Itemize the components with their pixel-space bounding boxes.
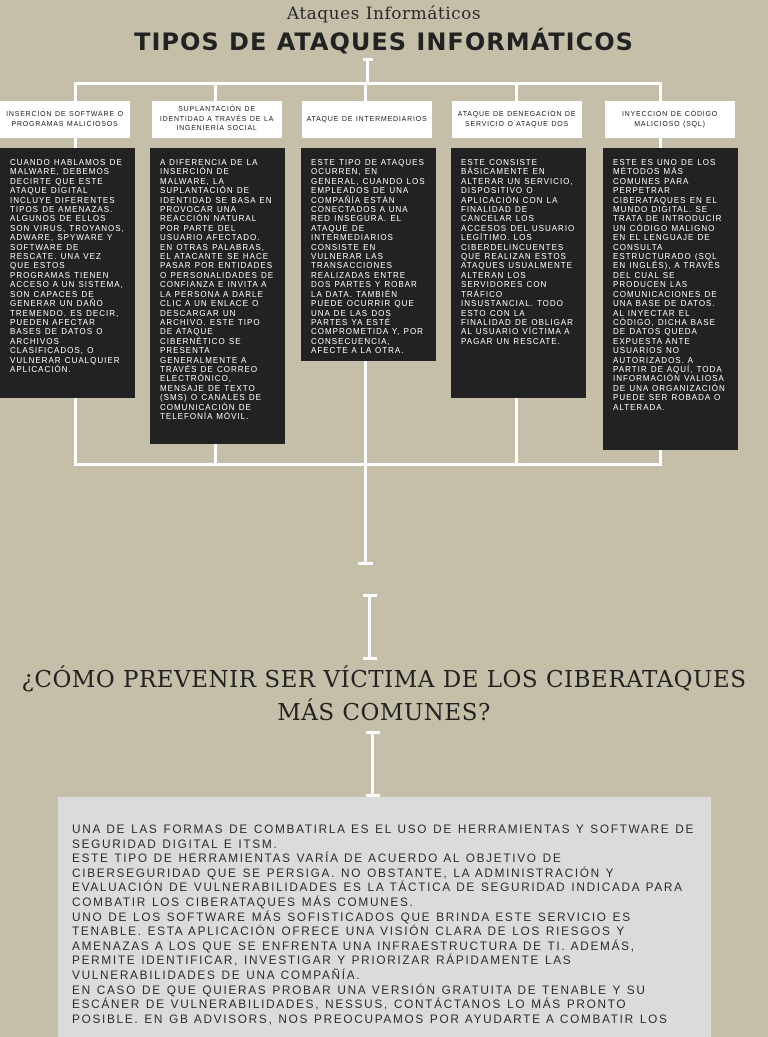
prevention-panel — [58, 797, 711, 1037]
attack-title-mitm: ATAQUE DE INTERMEDIARIOS — [302, 101, 432, 138]
prevention-title: ¿CÓMO PREVENIR SER VÍCTIMA DE LOS CIBERATAQUES MÁS COMUNES? — [21, 667, 747, 726]
prevention-paragraph: EN CASO DE QUE QUIERAS PROBAR UNA VERSIÓN GRATUITA DE TENABLE Y SU ESCÁNER DE VULNERABILIDADES, NESSUS, CONTÁCTANOS LO MÁS PRONTO POSIBLE. EN GB ADVISORS, NOS PREOCUPAMOS POR AYUDARTE A COMBATIR LOS — [72, 982, 669, 1026]
prevention-paragraph: UNA DE LAS FORMAS DE COMBATIRLA ES EL USO DE HERRAMIENTAS Y SOFTWARE DE SEGURIDAD DIGITAL E ITSM. — [72, 822, 696, 851]
attack-title-sql-injection: INYECCIÓN DE CÓDIGO MALICIOSO (SQL) — [605, 101, 735, 138]
attack-title-dos: ATAQUE DE DENEGACIÓN DE SERVICIO O ATAQUE DOS — [452, 101, 582, 138]
attack-description-phishing: A DIFERENCIA DE LA INSERCIÓN DE MALWARE, LA SUPLANTACIÓN DE IDENTIDAD SE BASA EN PROVOCAR UNA REACCIÓN NATURAL POR PARTE DEL USUARIO AFECTADO. EN OTRAS PALABRAS, EL ATACANTE SE HACE PASAR POR ENTIDADES O PERSONALIDADES DE CONFIANZA E INVITA A LA PERSONA A DARLE CLIC A UN ENLACE O DESCARGAR UN ARCHIVO. ESTE TIPO DE ATAQUE CIBERNÉTICO SE PRESENTA GENERALMENTE A TRAVÉS DE CORREO ELECTRÓNICO, MENSAJE DE TEXTO (SMS) O CANALES DE COMUNICACIÓN DE TELEFONÍA MÓVIL. — [150, 148, 285, 444]
attack-title-malware: INSERCIÓN DE SOFTWARE O PROGRAMAS MALICIOSOS — [0, 101, 130, 138]
attack-description-malware: CUANDO HABLAMOS DE MALWARE, DEBEMOS DECIRTE QUE ESTE ATAQUE DIGITAL INCLUYE DIFERENTES TIPOS DE AMENAZAS. ALGUNOS DE ELLOS SON VIRUS, TROYANOS, ADWARE, SPYWARE Y SOFTWARE DE RESCATE. UNA VEZ QUE ESTOS PROGRAMAS TIENEN ACCESO A UN SISTEMA, SON CAPACES DE GENERAR UN DAÑO TREMENDO. ES DECIR, PUEDEN AFECTAR BASES DE DATOS O ARCHIVOS CLASIFICADOS, O VULNERAR CUALQUIER APLICACIÓN. — [0, 148, 135, 398]
page-supertitle: Ataques Informáticos — [286, 4, 482, 24]
prevention-paragraph: UNO DE LOS SOFTWARE MÁS SOFISTICADOS QUE BRINDA ESTE SERVICIO ES TENABLE. ESTA APLICACIÓN OFRECE UNA VISIÓN CLARA DE LOS RIESGOS Y AMENAZAS A LOS QUE SE ENFRENTA UNA INFRAESTRUCTURA DE TI. ADEMÁS, PERMITE IDENTIFICAR, INVESTIGAR Y PRIORIZAR RÁPIDAMENTE LAS VULNERABILIDADES DE UNA COMPAÑÍA. — [72, 909, 636, 982]
attack-description-mitm: ESTE TIPO DE ATAQUES OCURREN, EN GENERAL, CUANDO LOS EMPLEADOS DE UNA COMPAÑÍA ESTÁN CONECTADOS A UNA RED INSEGURA. EL ATAQUE DE INTERMEDIARIOS CONSISTE EN VULNERAR LAS TRANSACCIONES REALIZADAS ENTRE DOS PARTES Y ROBAR LA DATA. TAMBIÉN PUEDE OCURRIR QUE UNA DE LAS DOS PARTES YA ESTÉ COMPROMETIDA Y, POR CONSECUENCIA, AFECTE A LA OTRA. — [301, 148, 436, 361]
page-title: TIPOS DE ATAQUES INFORMÁTICOS — [134, 28, 634, 56]
prevention-paragraph: ESTE TIPO DE HERRAMIENTAS VARÍA DE ACUERDO AL OBJETIVO DE CIBERSEGURIDAD QUE SE PERSIGA. NO OBSTANTE, LA ADMINISTRACIÓN Y EVALUACIÓN DE VULNERABILIDADES ES LA TÁCTICA DE SEGURIDAD INDICADA PARA COMBATIR LOS CIBERATAQUES MÁS COMUNES. — [72, 851, 684, 909]
attack-description-sql-injection: ESTE ES UNO DE LOS MÉTODOS MÁS COMUNES PARA PERPETRAR CIBERATAQUES EN EL MUNDO DIGITAL. SE TRATA DE INTRODUCIR UN CÓDIGO MALIGNO EN EL LENGUAJE DE CONSULTA ESTRUCTURADO (SQL EN INGLÉS), A TRAVÉS DEL CUAL SE PRODUCEN LAS COMUNICACIONES DE UNA BASE DE DATOS. AL INYECTAR EL CÓDIGO, DICHA BASE DE DATOS QUEDA EXPUESTA ANTE USUARIOS NO AUTORIZADOS. A PARTIR DE AQUÍ, TODA INFORMACIÓN VALIOSA DE UNA ORGANIZACIÓN PUEDE SER ROBADA O ALTERADA. — [603, 148, 738, 450]
attack-title-phishing: SUPLANTACIÓN DE IDENTIDAD A TRAVÉS DE LA INGENIERÍA SOCIAL — [152, 101, 282, 138]
attack-description-dos: ESTE CONSISTE BÁSICAMENTE EN ALTERAR UN SERVICIO, DISPOSITIVO O APLICACIÓN CON LA FINALIDAD DE CANCELAR LOS ACCESOS DEL USUARIO LEGÍTIMO. LOS CIBERDELINCUENTES QUE REALIZAN ESTOS ATAQUES USUALMENTE ALTERAN LOS SERVIDORES CON TRÁFICO INSUSTANCIAL. TODO ESTO CON LA FINALIDAD DE OBLIGAR AL USUARIO VÍCTIMA A PAGAR UN RESCATE. — [451, 148, 586, 398]
